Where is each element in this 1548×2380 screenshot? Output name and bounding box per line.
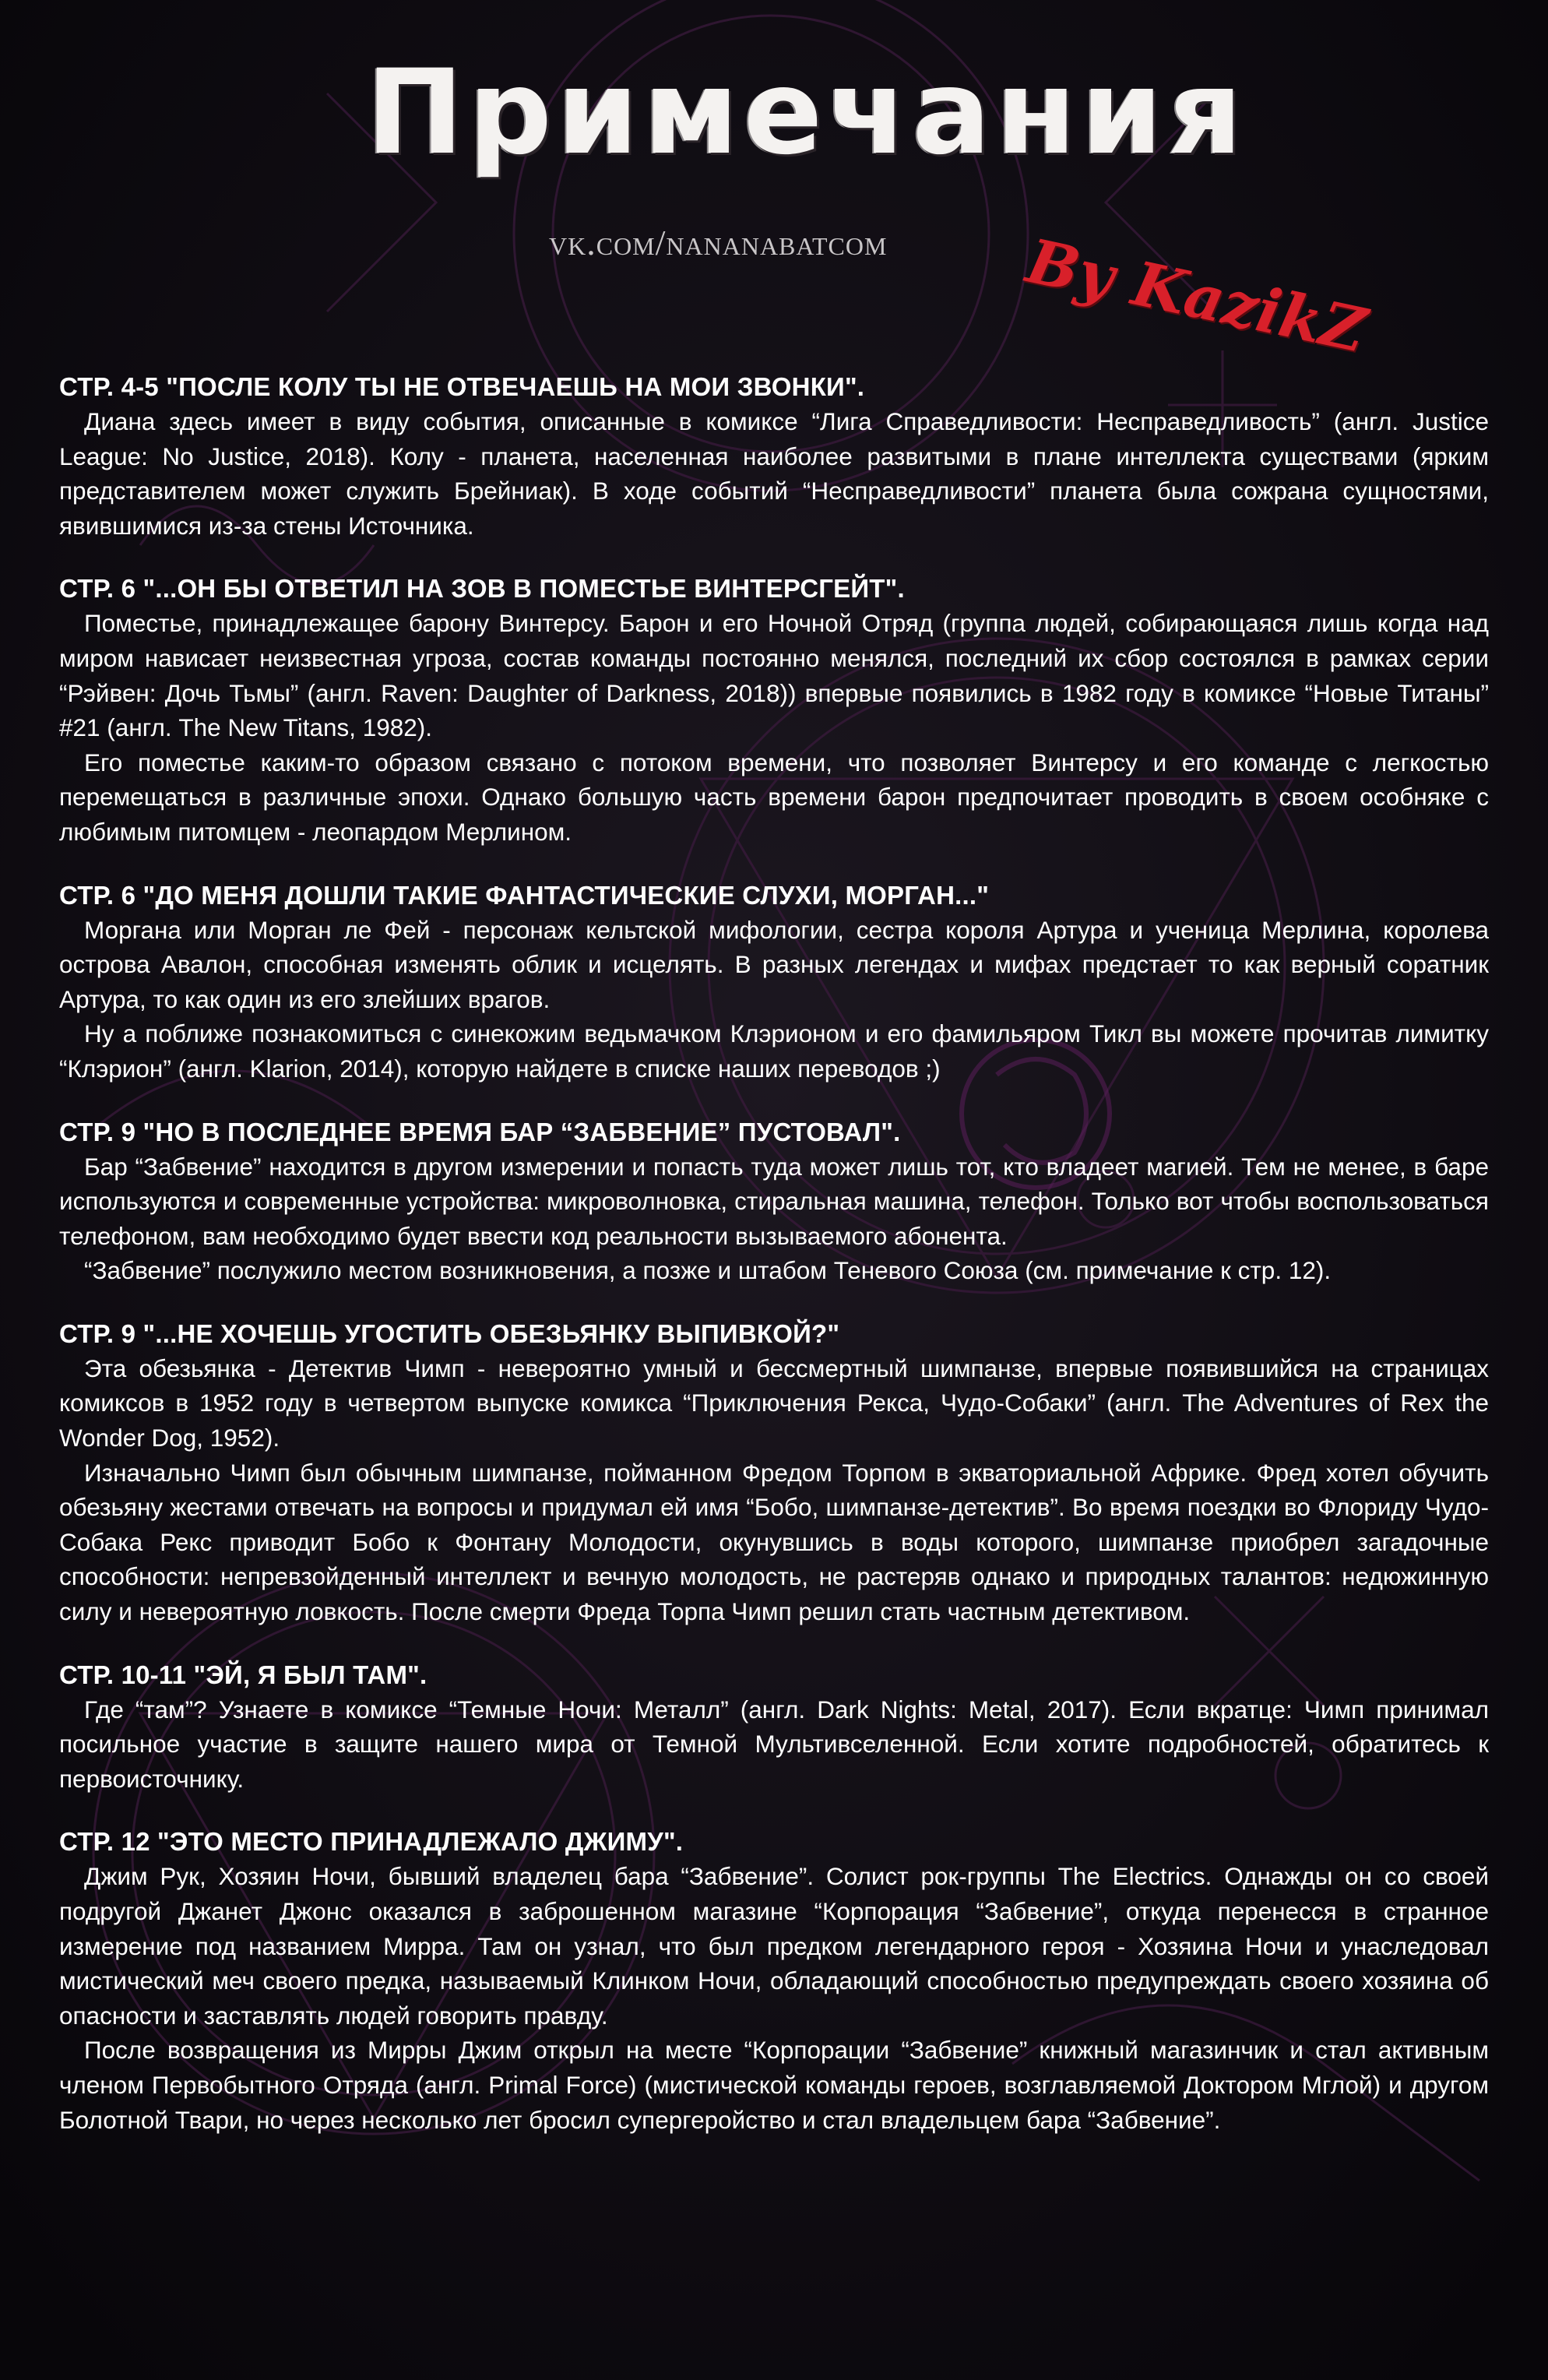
- note-paragraph: Где “там”? Узнаете в комиксе “Темные Ночи: Металл” (англ. Dark Nights: Metal, 2017). Если вкратце: Чимп принимал посильное участие в защите нашего мира от Темной Мультивселенной. Если хотите подробностей, обратитесь к первоисточнику.: [59, 1695, 1489, 1793]
- note-heading: СТР. 9 "НО В ПОСЛЕДНЕЕ ВРЕМЯ БАР “ЗАБВЕНИЕ” ПУСТОВАЛ".: [59, 1117, 901, 1146]
- note-paragraph: Его поместье каким-то образом связано с потоком времени, что позволяет Винтерсу и его команде с легкостью перемещаться в различные эпохи. Однако большую часть времени барон предпочитает проводить в своем особняке с любимым питомцем - леопардом Мерлином.: [59, 748, 1489, 846]
- note-heading: СТР. 6 "ДО МЕНЯ ДОШЛИ ТАКИЕ ФАНТАСТИЧЕСКИЕ СЛУХИ, МОРГАН...": [59, 880, 990, 910]
- note-paragraph: Моргана или Морган ле Фей - персонаж кельтской мифологии, сестра короля Артура и ученица Мерлина, королева острова Авалон, способная изменять облик и исцелять. В разных легендах и мифах предстает то как верный соратник Артура, то как один из его злейших врагов.: [59, 915, 1489, 1013]
- note-paragraph: Диана здесь имеет в виду события, описанные в комиксе “Лига Справедливости: Несправедливость” (англ. Justice League: No Justice, 2018). Колу - планета, населенная наиболее развитыми в плане интеллекта существами (ярким представителем может служить Брейниак). В ходе событий “Несправедливости” планета была сожрана сущностями, явившимися из-за стены Источника.: [59, 407, 1489, 540]
- note-paragraph: Эта обезьянка - Детектив Чимп - невероятно умный и бессмертный шимпанзе, впервые появившийся на страницах комиксов в 1952 году в четвертом выпуске комикса “Приключения Рекса, Чудо-Собаки” (англ. The Adventures of Rex the Wonder Dog, 1952).: [59, 1354, 1489, 1452]
- page-header: [0, 0, 1548, 367]
- note-paragraph: Изначально Чимп был обычным шимпанзе, пойманном Фредом Торпом в экваториальной Африке. Фред хотел обучить обезьяну жестами отвечать на вопросы и придумал ей имя “Бобо, шимпанзе-детектив”. Во время поездки во Флориду Чудо-Собака Рекс приводит Бобо к Фонтану Молодости, окунувшись в воды которого, шимпанзе приобрел загадочные способности: непревзойденный интеллект и вечную молодость, не растеряв однако и природных талантов: недюжинную силу и невероятную ловкость. После смерти Фреда Торпа Чимп решил стать частным детективом.: [59, 1458, 1489, 1626]
- page-title: Примечания: [366, 45, 1247, 181]
- note-paragraph: Поместье, принадлежащее барону Винтерсу. Барон и его Ночной Отряд (группа людей, собирающаяся лишь когда над миром нависает неизвестная угроза, состав команды постоянно менялся, последний их сбор состоялся в рамках серии “Рэйвен: Дочь Тьмы” (англ. Raven: Daughter of Darkness, 2018)) впервые появились в 1982 году в комиксе “Новые Титаны” #21 (англ. The New Titans, 1982).: [59, 609, 1489, 742]
- note-heading: СТР. 12 "ЭТО МЕСТО ПРИНАДЛЕЖАЛО ДЖИМУ".: [59, 1827, 684, 1857]
- note-paragraph: Ну а поближе познакомиться с синекожим ведьмачком Клэрионом и его фамильяром Тикл вы можете прочитав лимитку “Клэрион” (англ. Klarion, 2014), которую найдете в списке наших переводов ;): [59, 1019, 1489, 1083]
- note-3: [59, 878, 1489, 1086]
- note-1: [59, 370, 1489, 543]
- note-heading: СТР. 9 "...НЕ ХОЧЕШЬ УГОСТИТЬ ОБЕЗЬЯНКУ ВЫПИВКОЙ?": [59, 1319, 840, 1348]
- note-heading: СТР. 4-5 "ПОСЛЕ КОЛУ ТЫ НЕ ОТВЕЧАЕШЬ НА МОИ ЗВОНКИ".: [59, 372, 865, 401]
- note-paragraph: “Забвение” послужило местом возникновения, а позже и штабом Теневого Союза (см. примечание к стр. 12).: [84, 1256, 1332, 1285]
- note-4: [59, 1115, 1489, 1288]
- note-paragraph: Джим Рук, Хозяин Ночи, бывший владелец бара “Забвение”. Солист рок-группы The Electrics. Однажды он со своей подругой Джанет Джонс оказался в заброшенном магазине “Корпорация “Забвение”, откуда перенесся в странное измерение под названием Мирра. Там он узнал, что был предком легендарного героя - Хозяина Ночи и унаследовал мистический меч своего предка, называемый Клинком Ночи, обладающий способностью предупреждать своего хозяина об опасности и заставлять людей говорить правду.: [59, 1862, 1489, 2030]
- translator-byline: By KazikZ: [1021, 226, 1373, 367]
- note-heading: СТР. 10-11 "ЭЙ, Я БЫЛ ТАМ".: [59, 1660, 427, 1689]
- site-link[interactable]: vk.com/nananabatcom: [549, 223, 888, 262]
- note-paragraph: Бар “Забвение” находится в другом измерении и попасть туда может лишь тот, кто владеет магией. Тем не менее, в баре используются и современные устройства: микроволновка, стиральная машина, телефон. Только вот чтобы воспользоваться телефоном, вам необходимо будет ввести код реальности вызываемого абонента.: [59, 1152, 1489, 1250]
- note-paragraph: После возвращения из Мирры Джим открыл на месте “Корпорации “Забвение” книжный магазинчик и стал активным членом Первобытного Отряда (англ. Primal Force) (мистической команды героев, возглавляемой Доктором Мглой) и другом Болотной Твари, но через несколько лет бросил супергеройство и стал владельцем бара “Забвение”.: [59, 2036, 1489, 2134]
- notes-list: [59, 370, 1489, 2166]
- note-2: [59, 572, 1489, 849]
- note-7: [59, 1825, 1489, 2137]
- note-heading: СТР. 6 "...ОН БЫ ОТВЕТИЛ НА ЗОВ В ПОМЕСТЬЕ ВИНТЕРСГЕЙТ".: [59, 574, 905, 604]
- note-5: [59, 1317, 1489, 1629]
- note-6: [59, 1658, 1489, 1797]
